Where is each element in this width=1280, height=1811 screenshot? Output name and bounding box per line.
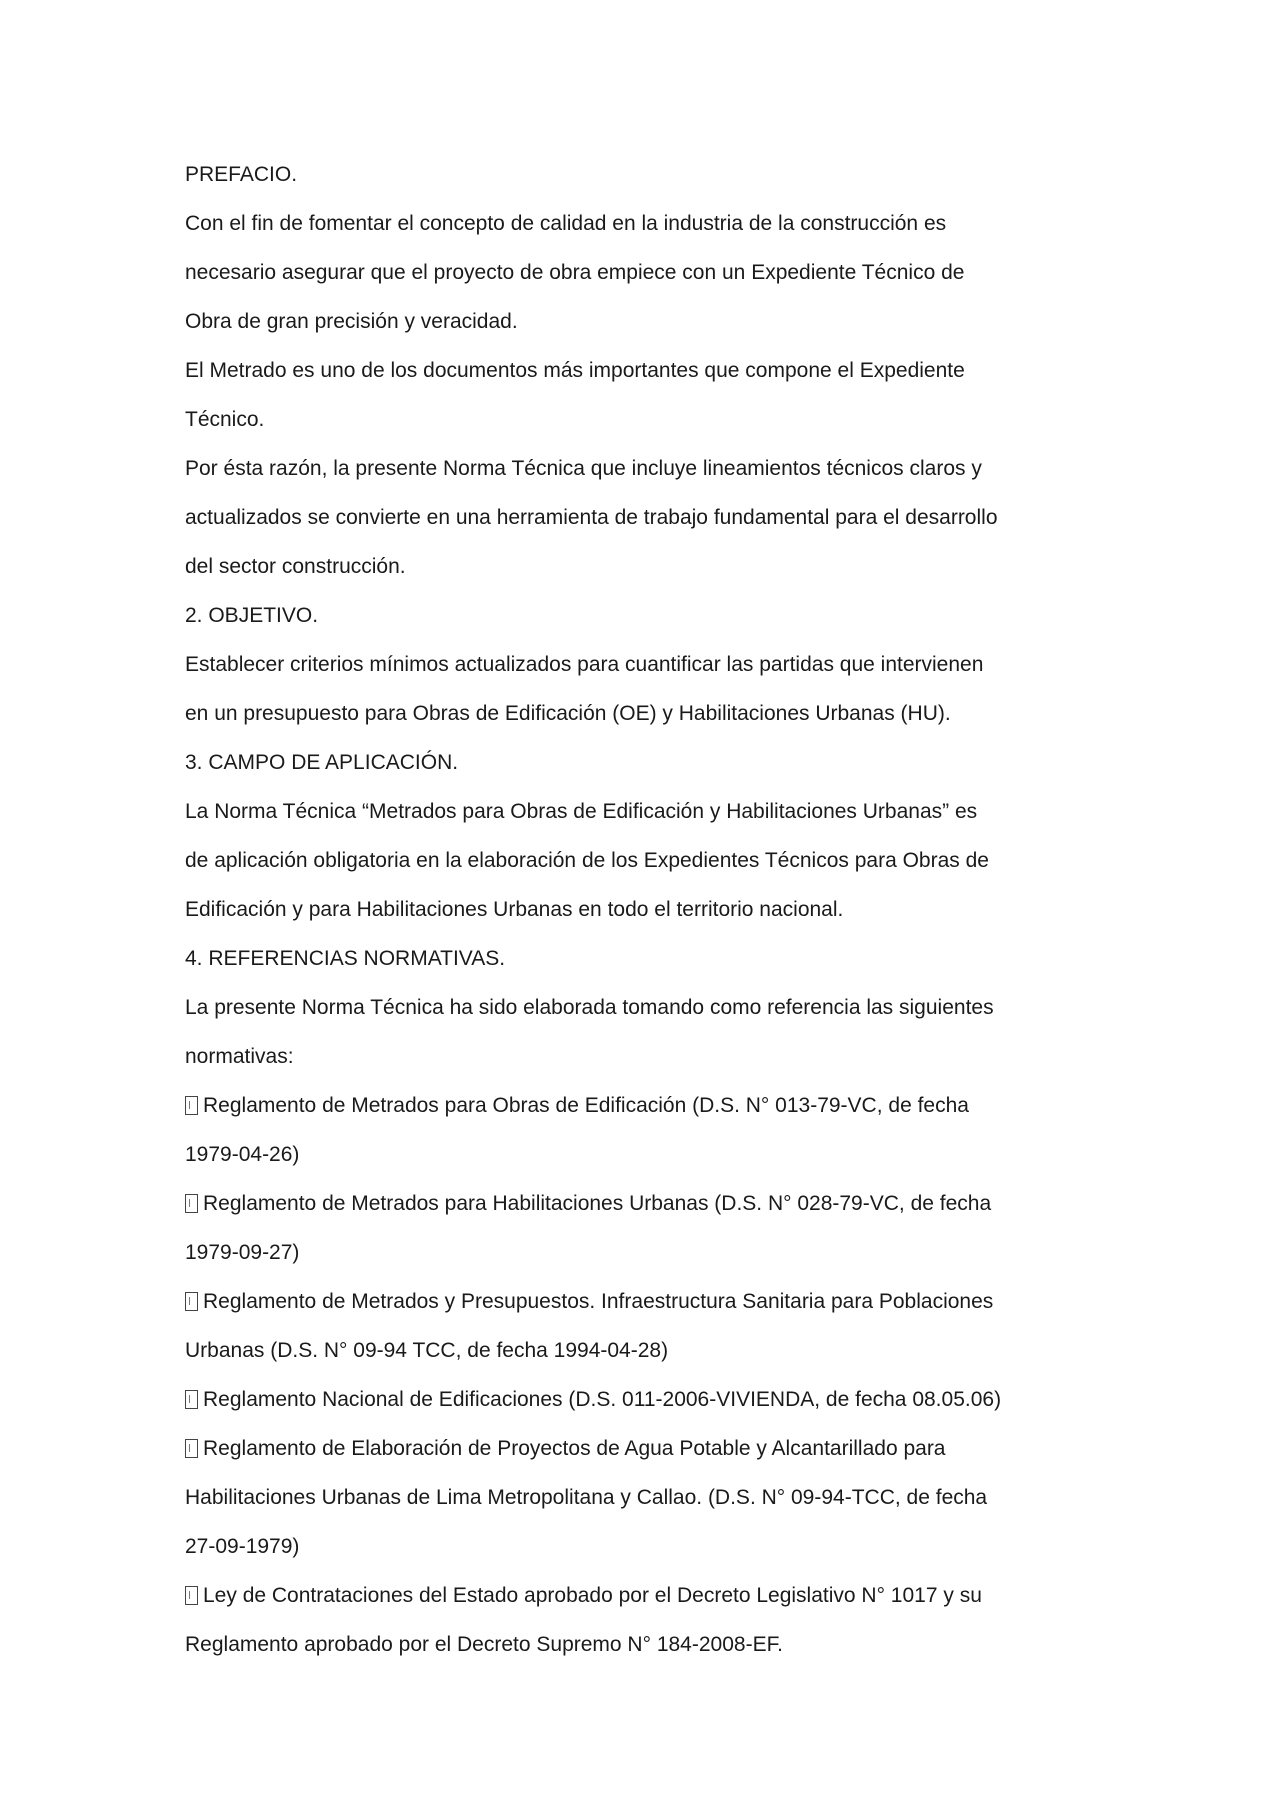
reference-text: Reglamento de Elaboración de Proyectos de Agua Potable y Alcantarillado para bbox=[203, 1437, 946, 1460]
missing-glyph-bullet-icon bbox=[185, 1194, 198, 1213]
reference-item bbox=[185, 1375, 1085, 1424]
reference-item bbox=[185, 1277, 1085, 1326]
document-body bbox=[185, 150, 1085, 1669]
missing-glyph-bullet-icon bbox=[185, 1586, 198, 1605]
text-line: Establecer criterios mínimos actualizados para cuantificar las partidas que intervienen bbox=[185, 653, 984, 676]
reference-text: Reglamento de Metrados para Obras de Edificación (D.S. N° 013-79-VC, de fecha bbox=[203, 1094, 969, 1117]
text-line: Obra de gran precisión y veracidad. bbox=[185, 310, 518, 333]
text-line: necesario asegurar que el proyecto de obra empiece con un Expediente Técnico de bbox=[185, 261, 965, 284]
text-line: Por ésta razón, la presente Norma Técnica que incluye lineamientos técnicos claros y bbox=[185, 457, 982, 480]
text-line: La Norma Técnica “Metrados para Obras de Edificación y Habilitaciones Urbanas” es bbox=[185, 800, 978, 823]
text-line: El Metrado es uno de los documentos más importantes que compone el Expediente bbox=[185, 359, 965, 382]
text-line: 1979-09-27) bbox=[185, 1241, 300, 1264]
missing-glyph-bullet-icon bbox=[185, 1390, 198, 1409]
reference-item bbox=[185, 1571, 1085, 1620]
reference-item bbox=[185, 1081, 1085, 1130]
text-line: La presente Norma Técnica ha sido elaborada tomando como referencia las siguientes bbox=[185, 996, 994, 1019]
missing-glyph-bullet-icon bbox=[185, 1439, 198, 1458]
text-line: del sector construcción. bbox=[185, 555, 406, 578]
heading-campo-de-aplicacion: 3. CAMPO DE APLICACIÓN. bbox=[185, 751, 459, 774]
text-line: Urbanas (D.S. N° 09-94 TCC, de fecha 1994-04-28) bbox=[185, 1339, 669, 1362]
heading-prefacio: PREFACIO. bbox=[185, 163, 298, 186]
missing-glyph-bullet-icon bbox=[185, 1292, 198, 1311]
reference-item bbox=[185, 1424, 1085, 1473]
text-line: 27-09-1979) bbox=[185, 1535, 300, 1558]
text-line: 1979-04-26) bbox=[185, 1143, 300, 1166]
text-line: Reglamento aprobado por el Decreto Supremo N° 184-2008-EF. bbox=[185, 1633, 783, 1656]
text-line: actualizados se convierte en una herramienta de trabajo fundamental para el desarrollo bbox=[185, 506, 998, 529]
reference-text: Reglamento de Metrados para Habilitaciones Urbanas (D.S. N° 028-79-VC, de fecha bbox=[203, 1192, 992, 1215]
text-line: Técnico. bbox=[185, 408, 265, 431]
text-line: de aplicación obligatoria en la elaboración de los Expedientes Técnicos para Obras de bbox=[185, 849, 989, 872]
text-line: en un presupuesto para Obras de Edificación (OE) y Habilitaciones Urbanas (HU). bbox=[185, 702, 951, 725]
reference-text: Reglamento de Metrados y Presupuestos. Infraestructura Sanitaria para Poblaciones bbox=[203, 1290, 994, 1313]
text-line: normativas: bbox=[185, 1045, 294, 1068]
heading-objetivo: 2. OBJETIVO. bbox=[185, 604, 319, 627]
text-line: Edificación y para Habilitaciones Urbanas en todo el territorio nacional. bbox=[185, 898, 844, 921]
reference-text: Reglamento Nacional de Edificaciones (D.S. 011-2006-VIVIENDA, de fecha 08.05.06) bbox=[203, 1388, 1002, 1411]
missing-glyph-bullet-icon bbox=[185, 1096, 198, 1115]
heading-referencias-normativas: 4. REFERENCIAS NORMATIVAS. bbox=[185, 947, 506, 970]
reference-item bbox=[185, 1179, 1085, 1228]
text-line: Con el fin de fomentar el concepto de calidad en la industria de la construcción es bbox=[185, 212, 947, 235]
reference-text: Ley de Contrataciones del Estado aprobado por el Decreto Legislativo N° 1017 y su bbox=[203, 1584, 982, 1607]
text-line: Habilitaciones Urbanas de Lima Metropolitana y Callao. (D.S. N° 09-94-TCC, de fecha bbox=[185, 1486, 988, 1509]
